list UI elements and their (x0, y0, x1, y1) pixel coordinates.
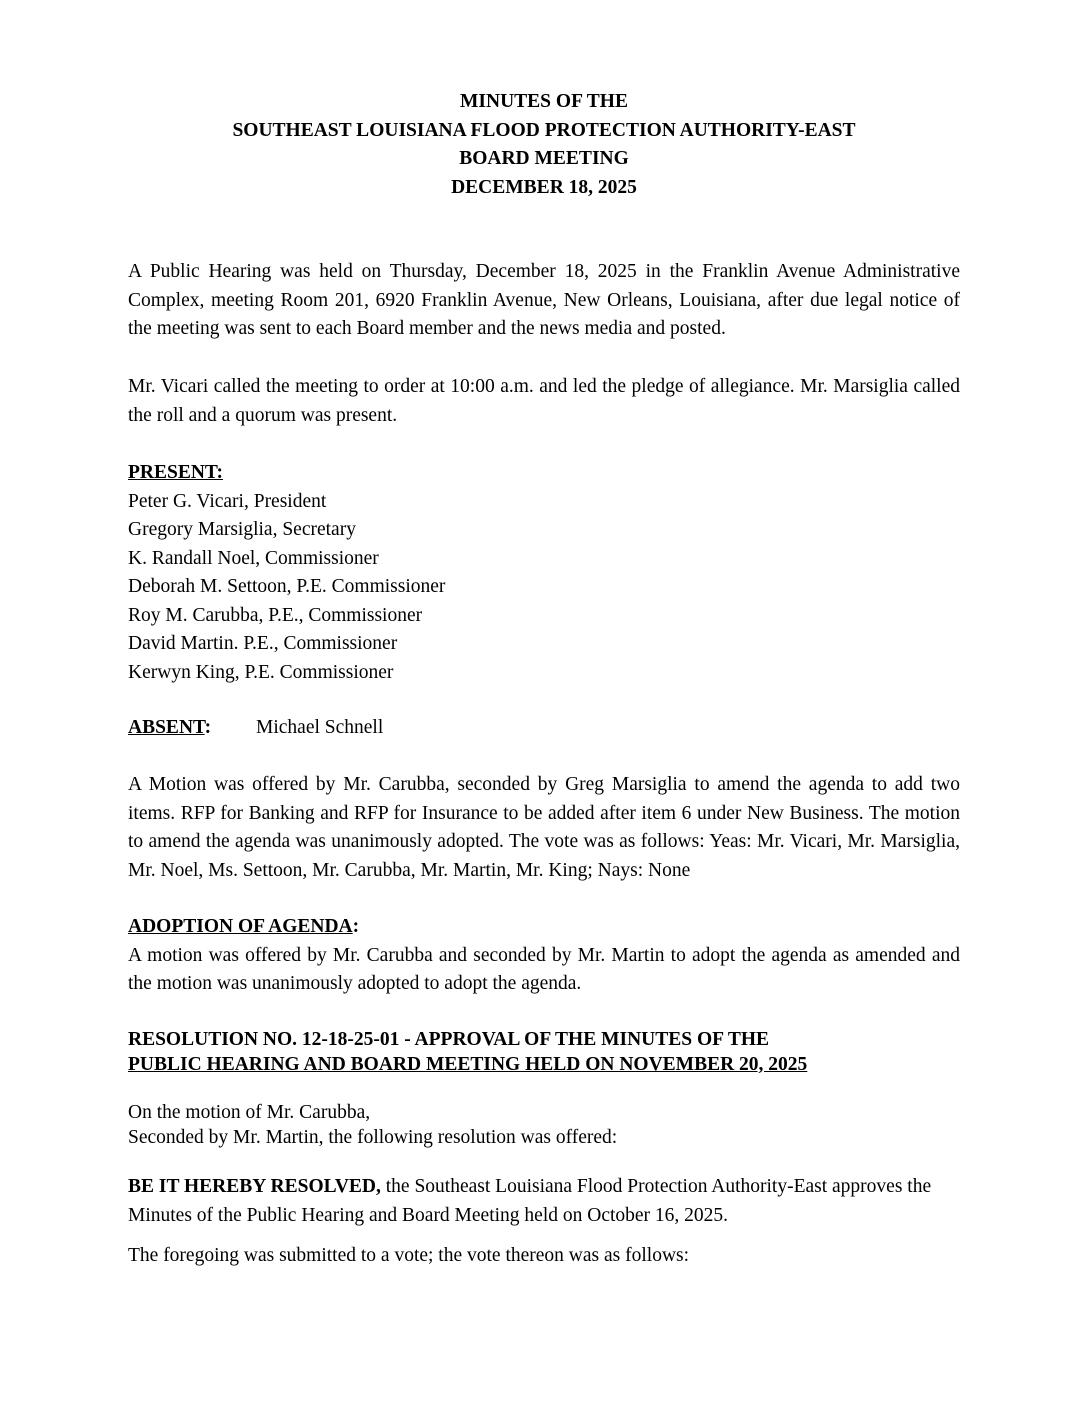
title-date: DECEMBER 18, 2025 (451, 176, 637, 198)
member-item: Gregory Marsiglia, Secretary (128, 519, 356, 540)
member-item: Roy M. Carubba, P.E., Commissioner (128, 604, 423, 626)
motion-line: On the motion of Mr. Carubba, (128, 1102, 371, 1123)
title-line: SOUTHEAST LOUISIANA FLOOD PROTECTION AUTHORITY-EAST (232, 119, 856, 141)
resolved-paragraph (128, 1173, 960, 1230)
member-item: Kerwyn King, P.E. Commissioner (128, 661, 394, 683)
adoption-colon: : (352, 916, 360, 937)
resolution-motion (128, 1101, 960, 1150)
resolved-lead: BE IT HEREBY RESOLVED, (128, 1176, 381, 1197)
adoption-section (128, 913, 960, 999)
resolution-title-line2: PUBLIC HEARING AND BOARD MEETING HELD ON NOVEMBER 20, 2025 (128, 1053, 808, 1075)
vote-text: The foregoing was submitted to a vote; the vote thereon was as follows: (128, 1245, 690, 1266)
absent-names: Michael Schnell (256, 717, 384, 738)
resolution-title-line1: RESOLUTION NO. 12-18-25-01 - APPROVAL OF THE MINUTES OF THE (128, 1029, 770, 1050)
member-item: K. Randall Noel, Commissioner (128, 547, 379, 569)
absent-colon: : (204, 717, 212, 738)
member-item: Peter G. Vicari, President (128, 490, 327, 512)
resolution-heading (128, 1028, 960, 1077)
title-line: MINUTES OF THE (460, 91, 628, 112)
absent-section (128, 714, 960, 743)
title-line: BOARD MEETING (459, 148, 629, 169)
call-to-order-paragraph: Mr. Vicari called the meeting to order at 10:00 a.m. and led the pledge of allegiance. Mr. Marsiglia called the roll and a quorum was present. (128, 376, 960, 426)
present-section (128, 459, 960, 687)
member-item: Deborah M. Settoon, P.E. Commissioner (128, 576, 446, 597)
second-line: Seconded by Mr. Martin, the following resolution was offered: (128, 1126, 618, 1148)
amend-motion-paragraph: A Motion was offered by Mr. Carubba, seconded by Greg Marsiglia to amend the agenda to add two items. RFP for Banking and RFP for Insurance to be added after item 6 under New Business. The motion to amend the agenda was unanimously adopted. The vote was as follows: Yeas: Mr. Vicari, Mr. Marsiglia, Mr. Noel, Ms. Settoon, Mr. Carubba, Mr. Martin, Mr. King; Nays: None (128, 774, 960, 881)
document-title (0, 88, 1088, 202)
absent-heading: ABSENT (128, 717, 205, 738)
intro-paragraph: A Public Hearing was held on Thursday, December 18, 2025 in the Franklin Avenue Administrative Complex, meeting Room 201, 6920 Franklin Avenue, New Orleans, Louisiana, after due legal notice of the meeting was sent to each Board member and the news media and posted. (128, 261, 960, 339)
adoption-text: A motion was offered by Mr. Carubba and seconded by Mr. Martin to adopt the agenda as amended and the motion was unanimously adopted to adopt the agenda. (128, 944, 960, 994)
member-item: David Martin. P.E., Commissioner (128, 633, 398, 654)
present-heading: PRESENT: (128, 462, 223, 483)
adoption-heading: ADOPTION OF AGENDA (128, 916, 353, 937)
resolved-text: the Southeast Louisiana Flood Protection Authority-East approves the Minutes of the Public Hearing and Board Meeting held on October 16, 2025. (128, 1176, 932, 1226)
